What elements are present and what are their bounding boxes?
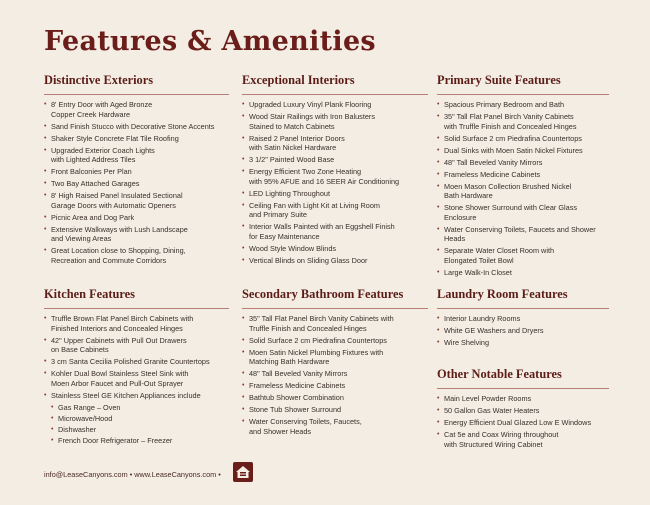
section-other	[437, 367, 609, 452]
section-interior	[242, 73, 428, 268]
feature-item: • 50 Gallon Gas Water Heaters	[437, 406, 609, 416]
feature-item: • Ceiling Fan with Light Kit at Living Room and Primary Suite	[242, 201, 428, 220]
feature-item: • Spacious Primary Bedroom and Bath	[437, 100, 609, 110]
feature-item: • 35" Tall Flat Panel Birch Vanity Cabinets with Truffle Finish and Concealed Hinges	[437, 112, 609, 131]
feature-item: • Separate Water Closet Room with Elongated Toilet Bowl	[437, 246, 609, 265]
feature-item: • 8' Entry Door with Aged Bronze Copper Creek Hardware	[44, 100, 229, 119]
feature-item: • Kohler Dual Bowl Stainless Steel Sink with Moen Arbor Faucet and Pull-Out Sprayer	[44, 369, 229, 388]
feature-item: • Frameless Medicine Cabinets	[242, 381, 428, 391]
feature-item: • 42" Upper Cabinets with Pull Out Drawers on Base Cabinets	[44, 336, 229, 355]
feature-item: • Upgraded Exterior Coach Lights with Lighted Address Tiles	[44, 146, 229, 165]
feature-list	[437, 394, 609, 449]
feature-item: • LED Lighting Throughout	[242, 189, 428, 199]
feature-item: • Front Balconies Per Plan	[44, 167, 229, 177]
feature-item: • White GE Washers and Dryers	[437, 326, 609, 336]
section-heading: Distinctive Exteriors	[44, 73, 229, 95]
feature-item: • Upgraded Luxury Vinyl Plank Flooring	[242, 100, 428, 110]
section-heading: Kitchen Features	[44, 287, 229, 309]
feature-list	[44, 314, 229, 445]
section-primary-suite	[437, 73, 609, 280]
feature-list	[44, 100, 229, 265]
feature-item: • Stone Tub Shower Surround	[242, 405, 428, 415]
feature-item: • 48" Tall Beveled Vanity Mirrors	[437, 158, 609, 168]
feature-item: • Solid Surface 2 cm Piedrafina Countertops	[242, 336, 428, 346]
feature-item: • 8' High Raised Panel Insulated Sectional Garage Doors with Automatic Openers	[44, 191, 229, 210]
feature-item: • Cat 5e and Coax Wiring throughout with Structured Wiring Cabinet	[437, 430, 609, 449]
feature-item: • Raised 2 Panel Interior Doors with Satin Nickel Hardware	[242, 134, 428, 153]
feature-item: • Interior Laundry Rooms	[437, 314, 609, 324]
section-heading: Other Notable Features	[437, 367, 609, 389]
feature-item: • Water Conserving Toilets, Faucets and Shower Heads	[437, 225, 609, 244]
feature-item: • 3 cm Santa Cecilia Polished Granite Countertops	[44, 357, 229, 367]
feature-item: • Wood Style Window Blinds	[242, 244, 428, 254]
section-heading: Laundry Room Features	[437, 287, 609, 309]
feature-item: • Moen Mason Collection Brushed Nickel Bath Hardware	[437, 182, 609, 201]
feature-list	[437, 100, 609, 277]
feature-item: • Energy Efficient Dual Glazed Low E Windows	[437, 418, 609, 428]
feature-item: • 48" Tall Beveled Vanity Mirrors	[242, 369, 428, 379]
feature-item: • 35" Tall Flat Panel Birch Vanity Cabinets with Truffle Finish and Concealed Hinges	[242, 314, 428, 333]
feature-item: • Moen Satin Nickel Plumbing Fixtures with Matching Bath Hardware	[242, 348, 428, 367]
feature-item: • Vertical Blinds on Sliding Glass Door	[242, 256, 428, 266]
feature-item: • Large Walk-In Closet	[437, 268, 609, 278]
feature-subitem: • Gas Range – Oven	[44, 403, 229, 413]
section-heading: Exceptional Interiors	[242, 73, 428, 95]
section-laundry	[437, 287, 609, 350]
feature-item: • Wood Stair Railings with Iron Balusters Stained to Match Cabinets	[242, 112, 428, 131]
equal-housing-icon	[233, 462, 253, 482]
feature-item: • Great Location close to Shopping, Dining, Recreation and Commute Corridors	[44, 246, 229, 265]
section-heading: Primary Suite Features	[437, 73, 609, 95]
section-heading: Secondary Bathroom Features	[242, 287, 428, 309]
feature-item: • Stone Shower Surround with Clear Glass Enclosure	[437, 203, 609, 222]
feature-item: • Frameless Medicine Cabinets	[437, 170, 609, 180]
feature-item: • 3 1/2" Painted Wood Base	[242, 155, 428, 165]
section-secondary-bath	[242, 287, 428, 439]
feature-list	[437, 314, 609, 348]
feature-item: • Interior Walls Painted with an Eggshell Finish for Easy Maintenance	[242, 222, 428, 241]
feature-list	[242, 100, 428, 265]
feature-item: • Solid Surface 2 cm Piedrafina Countertops	[437, 134, 609, 144]
feature-item: • Water Conserving Toilets, Faucets, and Shower Heads	[242, 417, 428, 436]
feature-item: • Energy Efficient Two Zone Heating with 95% AFUE and 16 SEER Air Conditioning	[242, 167, 428, 186]
feature-list	[242, 314, 428, 436]
section-exterior	[44, 73, 229, 268]
feature-item: • Sand Finish Stucco with Decorative Stone Accents	[44, 122, 229, 132]
feature-item: • Stainless Steel GE Kitchen Appliances include	[44, 391, 229, 401]
feature-item: • Dual Sinks with Moen Satin Nickel Fixtures	[437, 146, 609, 156]
feature-item: • Bathtub Shower Combination	[242, 393, 428, 403]
contact-footer: info@LeaseCanyons.com • www.LeaseCanyons.com •	[44, 470, 221, 479]
feature-subitem: • Dishwasher	[44, 425, 229, 435]
feature-item: • Extensive Walkways with Lush Landscape and Viewing Areas	[44, 225, 229, 244]
feature-item: • Two Bay Attached Garages	[44, 179, 229, 189]
section-kitchen	[44, 287, 229, 447]
feature-subitem: • French Door Refrigerator – Freezer	[44, 436, 229, 446]
page-title: Features & Amenities	[44, 26, 376, 57]
feature-item: • Main Level Powder Rooms	[437, 394, 609, 404]
feature-item: • Shaker Style Concrete Flat Tile Roofing	[44, 134, 229, 144]
feature-item: • Picnic Area and Dog Park	[44, 213, 229, 223]
feature-item: • Truffle Brown Flat Panel Birch Cabinets with Finished Interiors and Concealed Hinges	[44, 314, 229, 333]
feature-subitem: • Microwave/Hood	[44, 414, 229, 424]
feature-item: • Wire Shelving	[437, 338, 609, 348]
